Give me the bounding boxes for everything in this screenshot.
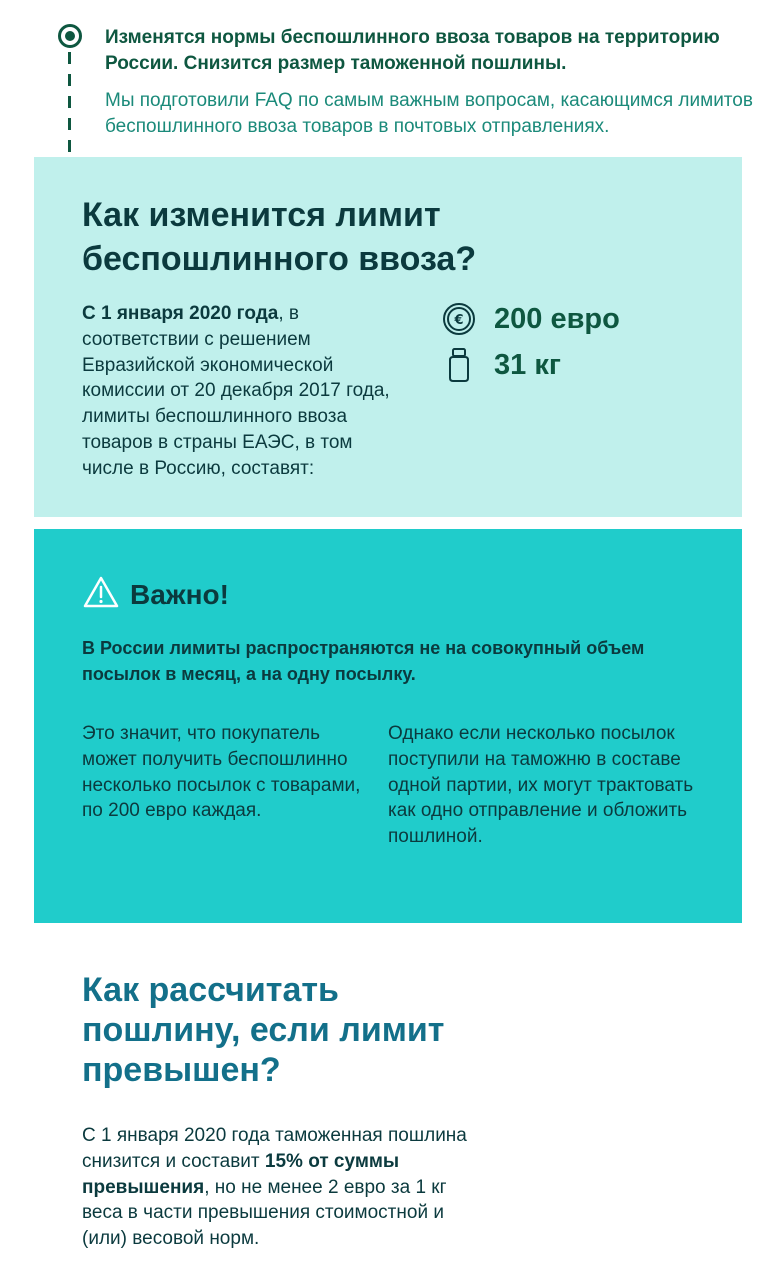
important-column-right: Однако если несколько посылок поступили на таможню в составе одной партии, их могут трактовать как одно отправление и обложить пошлиной. xyxy=(388,723,694,848)
important-lead: В России лимиты распространяются не на совокупный объем посылок в месяц, а на одну посылку. xyxy=(82,638,645,684)
limit-section xyxy=(34,157,742,517)
news-subtitle: Мы подготовили FAQ по самым важным вопросам, касающимся лимитов беспошлинного ввоза товаров в почтовых отправлениях. xyxy=(105,90,753,137)
limit-description: , в соответствии с решением Евразийской экономической комиссии от 20 декабря 2017 года, лимиты беспошлинного ввоза товаров в страны ЕАЭС, в том числе в Россию, составят: xyxy=(82,303,390,479)
news-title[interactable]: Изменятся нормы беспошлинного ввоза товаров на территорию России. Снизится размер таможенной пошлины. xyxy=(105,27,720,74)
duty-section-text xyxy=(82,1123,472,1252)
important-title: Важно! xyxy=(130,578,229,610)
duty-text-b: , но не менее 2 евро за 1 кг веса в части превышения стоимостной и (или) весовой норм. xyxy=(82,1176,447,1250)
stat-money-value: 200 евро xyxy=(494,302,620,335)
stat-weight-value: 31 кг xyxy=(494,348,561,381)
stat-weight xyxy=(442,345,561,385)
important-section xyxy=(34,529,742,923)
stat-money xyxy=(442,299,620,339)
news-item xyxy=(0,0,776,158)
duty-rate: 15% от суммы превышения xyxy=(82,1150,400,1198)
duty-section-title: Как рассчитать пошлину, если лимит превышен? xyxy=(82,971,445,1089)
important-header xyxy=(82,575,229,614)
timeline-dot-icon xyxy=(58,24,82,48)
duty-text-a: С 1 января 2020 года таможенная пошлина снизится и составит xyxy=(82,1125,467,1172)
warning-icon xyxy=(82,575,120,614)
svg-text:€: € xyxy=(454,313,464,328)
important-column-left: Это значит, что покупатель может получить беспошлинно несколько посылок с товарами, по 200 евро каждая. xyxy=(82,723,361,822)
limit-section-title: Как изменится лимит беспошлинного ввоза? xyxy=(82,196,477,278)
weight-icon xyxy=(442,347,476,383)
euro-coin-icon xyxy=(442,301,476,337)
timeline-line xyxy=(68,52,71,158)
limit-date: С 1 января 2020 года xyxy=(82,303,279,324)
limit-section-text xyxy=(82,301,402,482)
